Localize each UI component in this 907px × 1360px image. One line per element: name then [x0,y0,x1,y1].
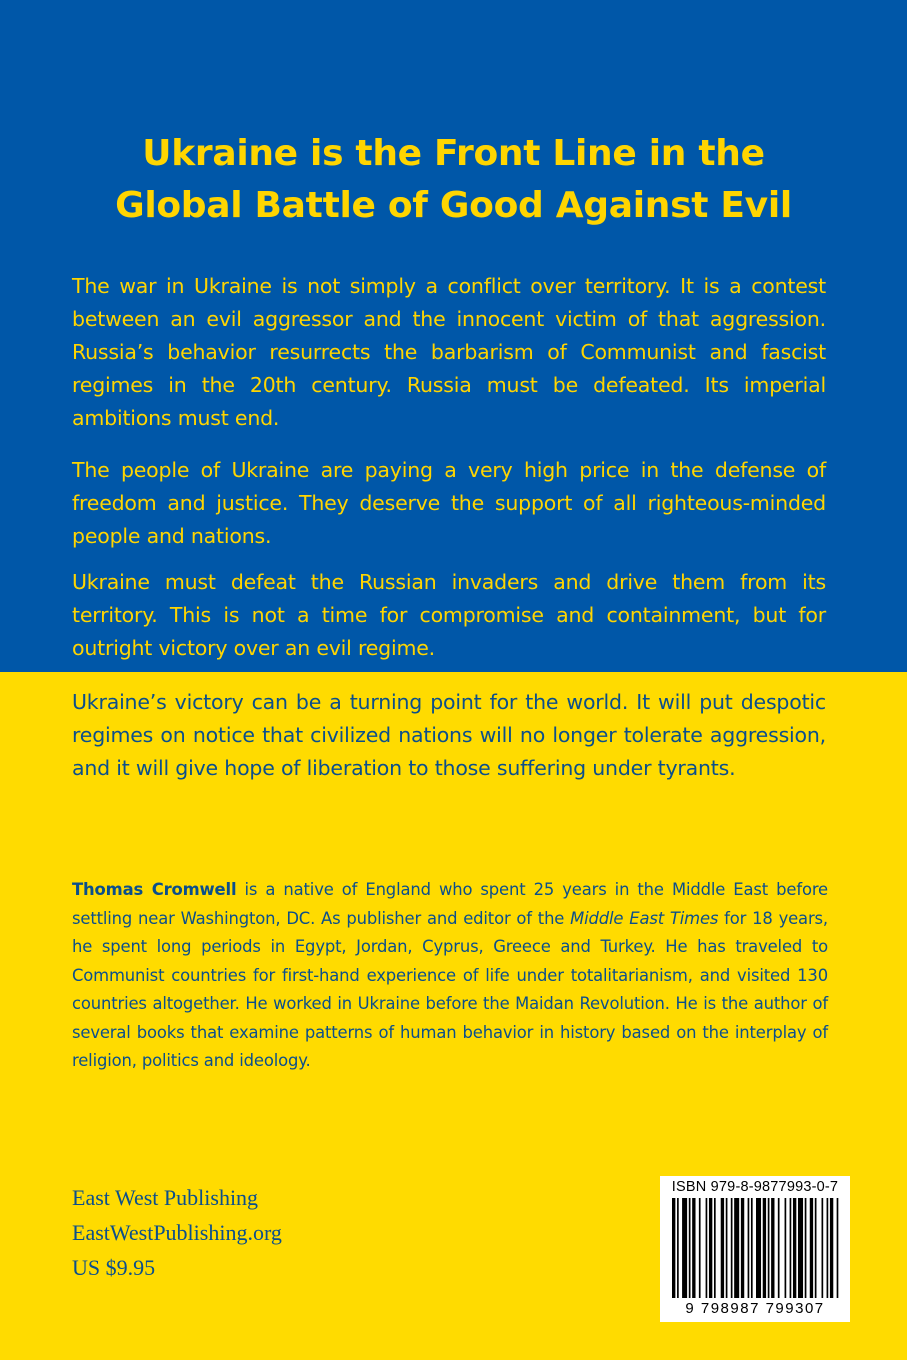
barcode-bar [726,1198,728,1298]
barcode-bar [798,1198,803,1298]
barcode-bar [815,1198,817,1298]
headline-line-2: Global Battle of Good Against Evil [115,185,792,226]
barcode-bar [837,1198,839,1298]
barcode-bar [734,1198,739,1298]
bio-text-1: is a native of England who spent 25 years in the Middle East before settling near Washington, DC. As publisher and editor of the [72,880,828,928]
price-label: US $9.95 [72,1255,156,1280]
barcode-bar [751,1198,753,1298]
headline-line-1: Ukraine is the Front Line in the [142,133,765,174]
barcode-bar [793,1198,796,1298]
barcode-bar [756,1198,761,1298]
barcode-bar [672,1198,675,1298]
bio-publication-title: Middle East Times [570,908,719,928]
barcode-bar [721,1198,724,1298]
author-bio [72,876,828,1076]
barcode-bar [771,1198,774,1298]
author-name: Thomas Cromwell [72,880,237,899]
blurb-paragraph-3: Ukraine must defeat the Russian invaders and drive them from its territory. This is not a time for compromise and containment, but for outright victory over an evil regime. [72,570,826,660]
barcode-digits: 9 798987 799307 [685,1300,825,1317]
blurb-paragraph-4: Ukraine’s victory can be a turning point for the world. It will put despotic regimes on notice that civilized nations will no longer tolerate aggression, and it will give hope of liberation to those suffering under tyrants. [72,690,826,780]
publisher-website: EastWestPublishing.org [72,1220,282,1245]
blurb-paragraph-2: The people of Ukraine are paying a very high price in the defense of freedom and justice. They deserve the support of all righteous-minded people and nations. [72,458,826,548]
barcode-bar [699,1198,701,1298]
headline [0,128,907,232]
barcode-bar [709,1198,712,1298]
barcode-bar [763,1198,766,1298]
barcode-bar [785,1198,787,1298]
blurb-paragraph-1: The war in Ukraine is not simply a conflict over territory. It is a contest between an evil aggressor and the innocent victim of that aggression. Russia’s behavior resurrects the barbarism of Communist and fascist regimes in the 20th century. Russia must be defeated. Its imperial ambitions must end. [72,274,826,430]
barcode-bar [706,1198,708,1298]
barcode-bar [689,1198,691,1298]
barcode-bar [714,1198,716,1298]
bio-text-2: for 18 years, he spent long periods in Egypt, Jordan, Cyprus, Greece and Turkey. He has traveled to Communist countries for first-hand experience of life under totalitarianism, and visited 130 countries altogether. He worked in Ukraine before the Maidan Revolution. He is the author of several books that examine patterns of human behavior in history based on the interplay of religion, politics and ideology. [72,908,828,1070]
barcode-bar [692,1198,695,1298]
barcode-bar [731,1198,733,1298]
barcode-bar [822,1198,824,1298]
barcode-bar [741,1198,744,1298]
isbn-label: ISBN 979-8-9877993-0-7 [671,1179,839,1195]
barcode-bar [778,1198,780,1298]
barcode-bar [827,1198,829,1298]
barcode-bar [768,1198,770,1298]
barcode-bar [830,1198,833,1298]
barcode-bar [677,1198,679,1298]
isbn-barcode [660,1176,850,1322]
barcode-bar [682,1198,687,1298]
publisher-name: East West Publishing [72,1185,259,1210]
barcode-bar [805,1198,807,1298]
barcode-bars-icon [672,1198,840,1298]
barcode-bar [748,1198,750,1298]
publisher-info [72,1180,282,1285]
barcode-bar [790,1198,792,1298]
barcode-bar [810,1198,813,1298]
